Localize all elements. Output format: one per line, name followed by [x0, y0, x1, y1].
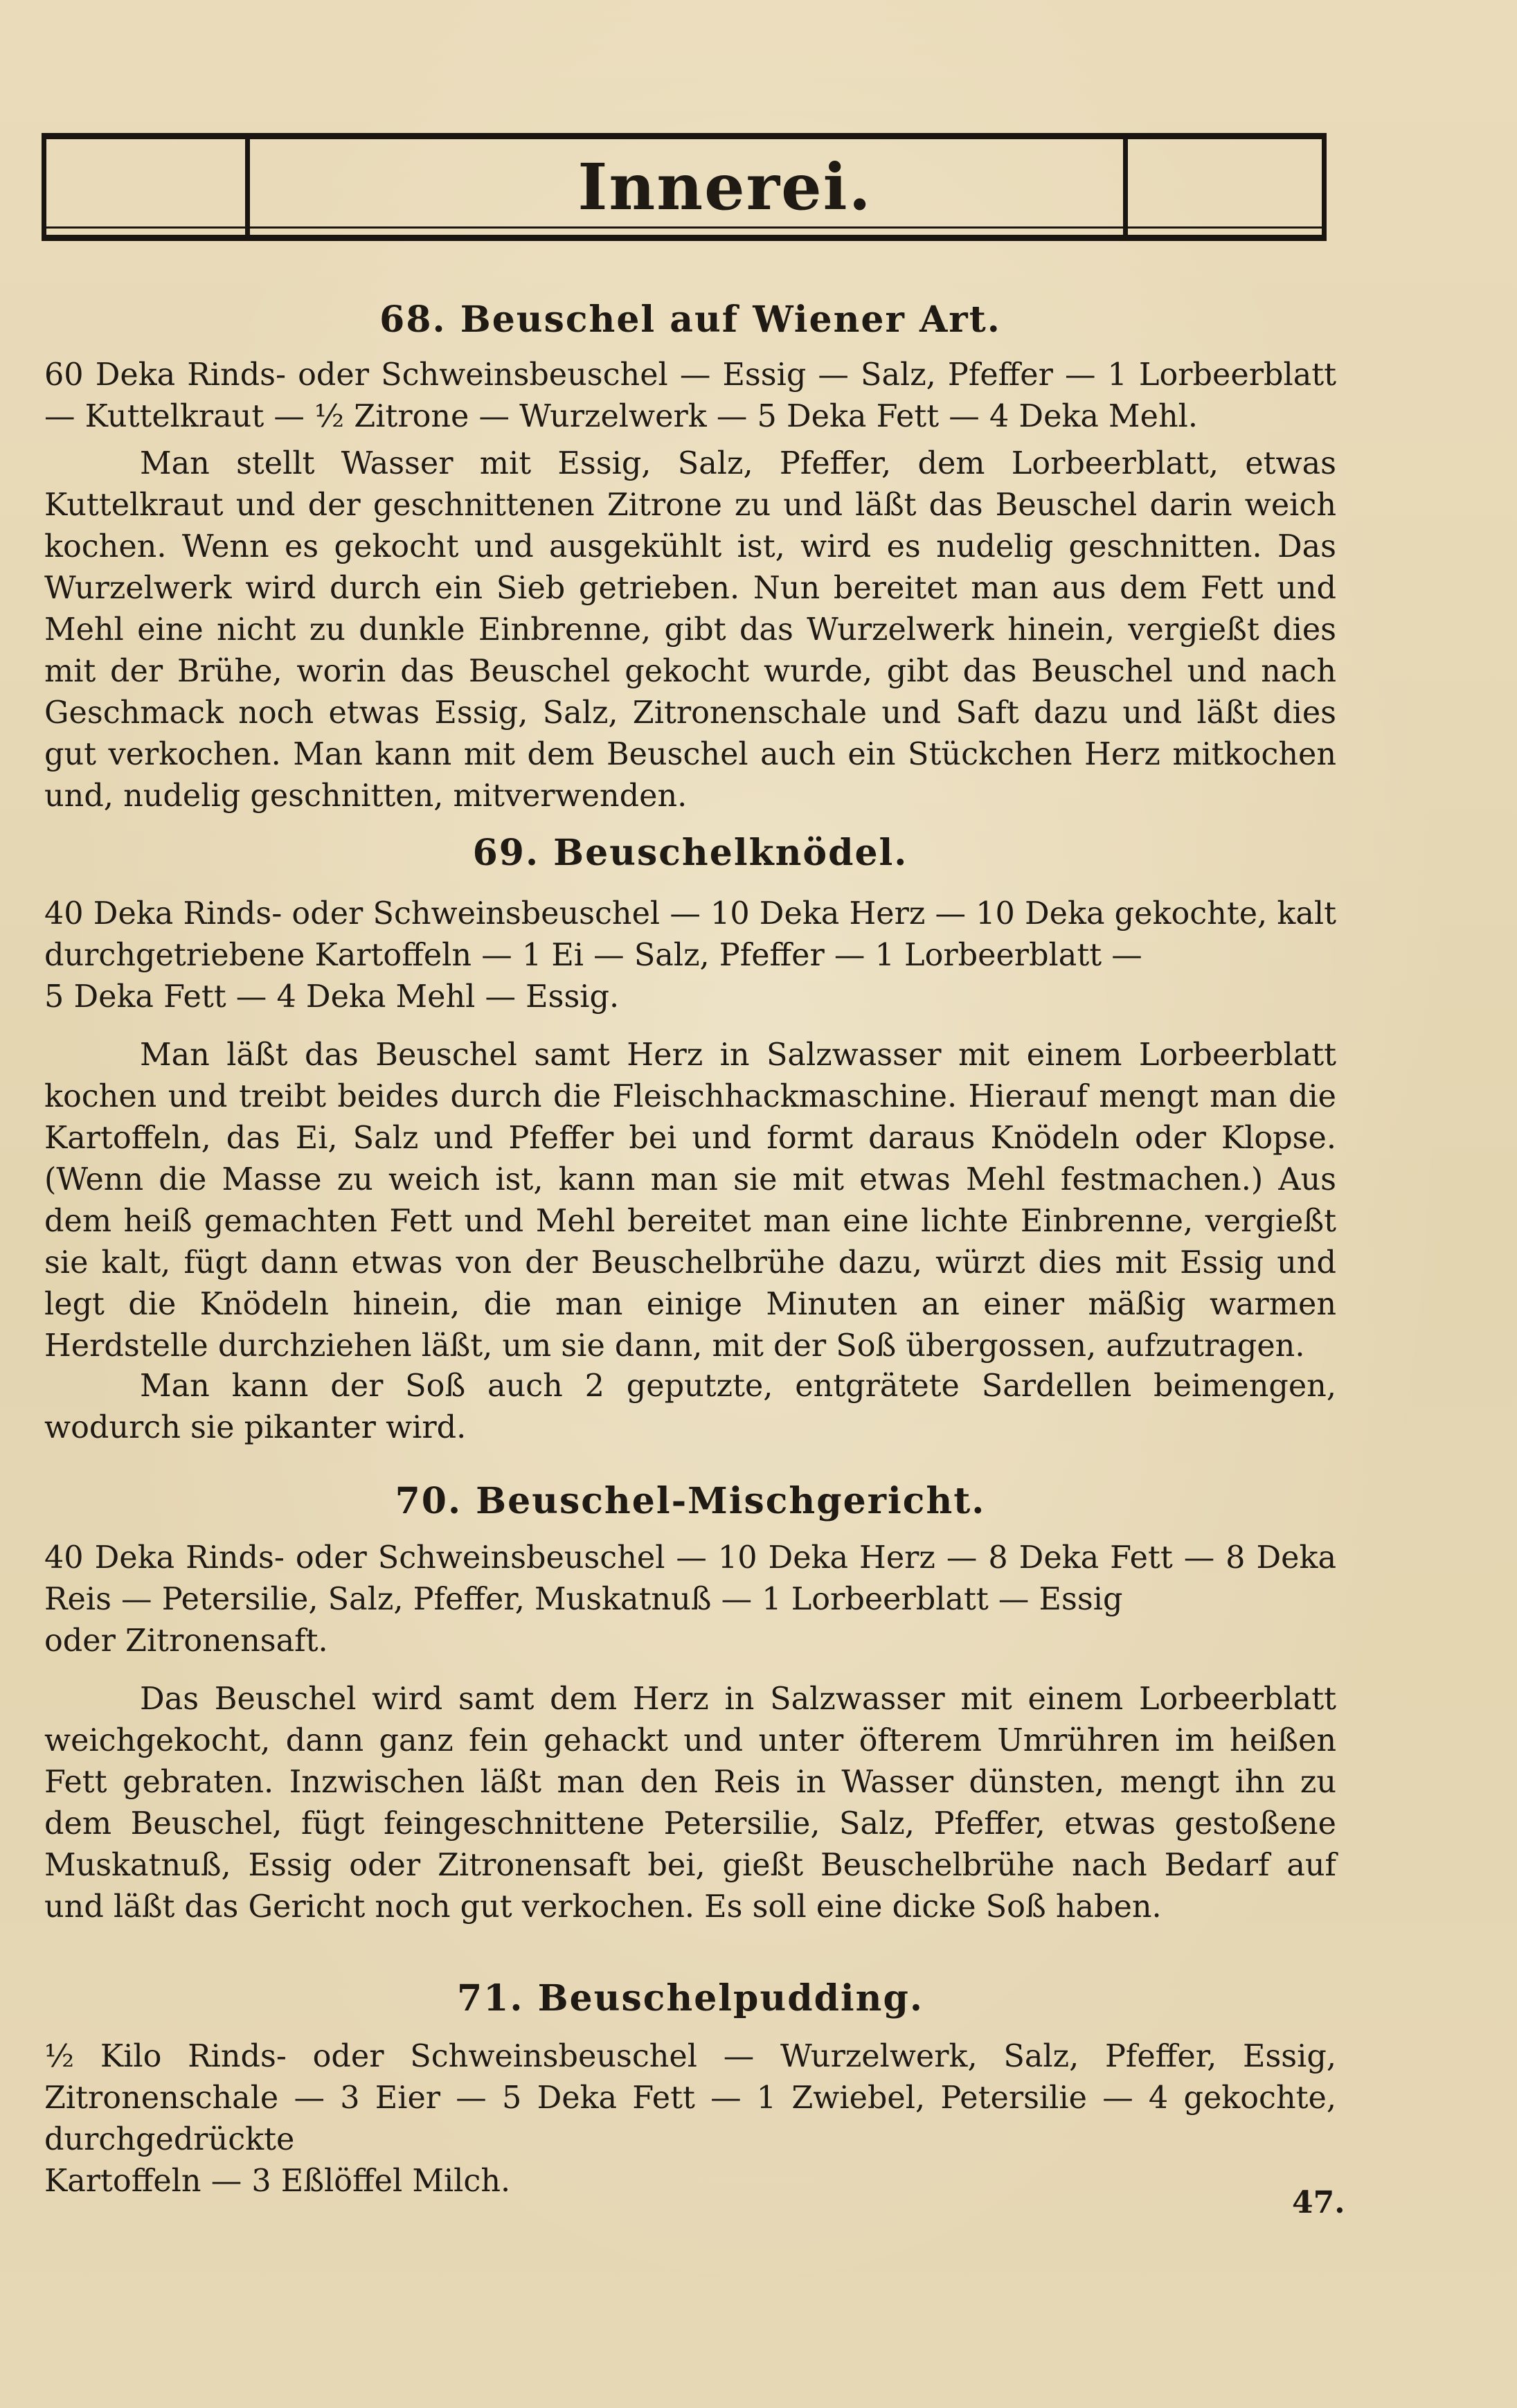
- recipe-71-ingredients-last: Kartoffeln — 3 Eßlöffel Milch.: [44, 2164, 511, 2199]
- recipe-69-ingredients-last: 5 Deka Fett — 4 Deka Mehl — Essig.: [44, 979, 620, 1015]
- recipe-69-note: Man kann der Soß auch 2 geputzte, entgrätete Sardellen beimengen, wodurch sie pikanter wird.: [44, 1368, 1336, 1445]
- recipe-70-instructions: Das Beuschel wird samt dem Herz in Salzwasser mit einem Lorbeerblatt weichgekocht, dann ganz fein gehackt und unter öfterem Umrühren im heißen Fett gebraten. Inzwischen läßt man den Reis in Wasser dünsten, mengt ihn zu dem Beuschel, fügt feingeschnittene Petersilie, Salz, Pfeffer, etwas gestoßene Muskatnuß, Essig oder Zitronensaft bei, gießt Beuschelbrühe nach Bedarf auf und läßt das Gericht noch gut verkochen. Es soll eine dicke Soß haben.: [44, 1682, 1336, 1925]
- recipe-70-ingredients-main: 40 Deka Rinds- oder Schweinsbeuschel — 10 Deka Herz — 8 Deka Fett — 8 Deka Reis — Petersilie, Salz, Pfeffer, Muskatnuß — 1 Lorbeerblatt — Essig: [44, 1540, 1336, 1617]
- recipe-70-ingredients: [44, 1537, 1336, 1662]
- recipe-70-ingredients-last: oder Zitronensaft.: [44, 1623, 328, 1659]
- recipe-68-title: 68. Beuschel auf Wiener Art.: [379, 298, 1001, 341]
- chapter-title: Innerei.: [577, 150, 872, 224]
- header-rule-left-inner: [245, 139, 250, 235]
- recipe-71-title: 71. Beuschelpudding.: [457, 1977, 924, 2019]
- recipe-70-title: 70. Beuschel-Mischgericht.: [395, 1480, 986, 1522]
- header-rule-right-outer: [1322, 139, 1327, 235]
- chapter-header-frame: [42, 133, 1327, 241]
- recipe-71-ingredients: [44, 2036, 1336, 2202]
- recipe-69-ingredients: [44, 893, 1336, 1018]
- recipe-68-ingredients: 60 Deka Rinds- oder Schweinsbeuschel — Essig — Salz, Pfeffer — 1 Lorbeerblatt — Kuttelkraut — ½ Zitrone — Wurzelwerk — 5 Deka Fett — 4 Deka Mehl.: [44, 357, 1336, 434]
- recipe-71-ingredients-main: ½ Kilo Rinds- oder Schweinsbeuschel — Wurzelwerk, Salz, Pfeffer, Essig, Zitronenschale — 3 Eier — 5 Deka Fett — 1 Zwiebel, Petersilie — 4 gekochte, durchgedrückte: [44, 2039, 1336, 2157]
- header-rule-left-outer: [42, 139, 46, 235]
- recipe-69-ingredients-main: 40 Deka Rinds- oder Schweinsbeuschel — 10 Deka Herz — 10 Deka gekochte, kalt durchgetriebene Kartoffeln — 1 Ei — Salz, Pfeffer — 1 Lorbeerblatt —: [44, 896, 1336, 973]
- page-number: 47.: [1292, 2185, 1345, 2220]
- recipe-69-instructions: Man läßt das Beuschel samt Herz in Salzwasser mit einem Lorbeerblatt kochen und treibt beides durch die Fleischhackmaschine. Hierauf mengt man die Kartoffeln, das Ei, Salz und Pfeffer bei und formt daraus Knödeln oder Klopse. (Wenn die Masse zu weich ist, kann man sie mit etwas Mehl festmachen.) Aus dem heiß gemachten Fett und Mehl bereitet man eine lichte Einbrenne, vergießt sie kalt, fügt dann etwas von der Beuschelbrühe dazu, würzt dies mit Essig und legt die Knödeln hinein, die man einige Minuten an einer mäßig warmen Herdstelle durchziehen läßt, um sie dann, mit der Soß übergossen, aufzutragen.: [44, 1037, 1336, 1364]
- recipe-69-title: 69. Beuschelknödel.: [472, 832, 908, 874]
- recipe-68-instructions: Man stellt Wasser mit Essig, Salz, Pfeffer, dem Lorbeerblatt, etwas Kuttelkraut und der geschnittenen Zitrone zu und läßt das Beuschel darin weich kochen. Wenn es gekocht und ausgekühlt ist, wird es nudelig geschnitten. Das Wurzelwerk wird durch ein Sieb getrieben. Nun bereitet man aus dem Fett und Mehl eine nicht zu dunkle Einbrenne, gibt das Wurzelwerk hinein, vergießt dies mit der Brühe, worin das Beuschel gekocht wurde, gibt das Beuschel und nach Geschmack noch etwas Essig, Salz, Zitronenschale und Saft dazu und läßt dies gut verkochen. Man kann mit dem Beuschel auch ein Stückchen Herz mitkochen und, nudelig geschnitten, mitverwenden.: [44, 446, 1336, 814]
